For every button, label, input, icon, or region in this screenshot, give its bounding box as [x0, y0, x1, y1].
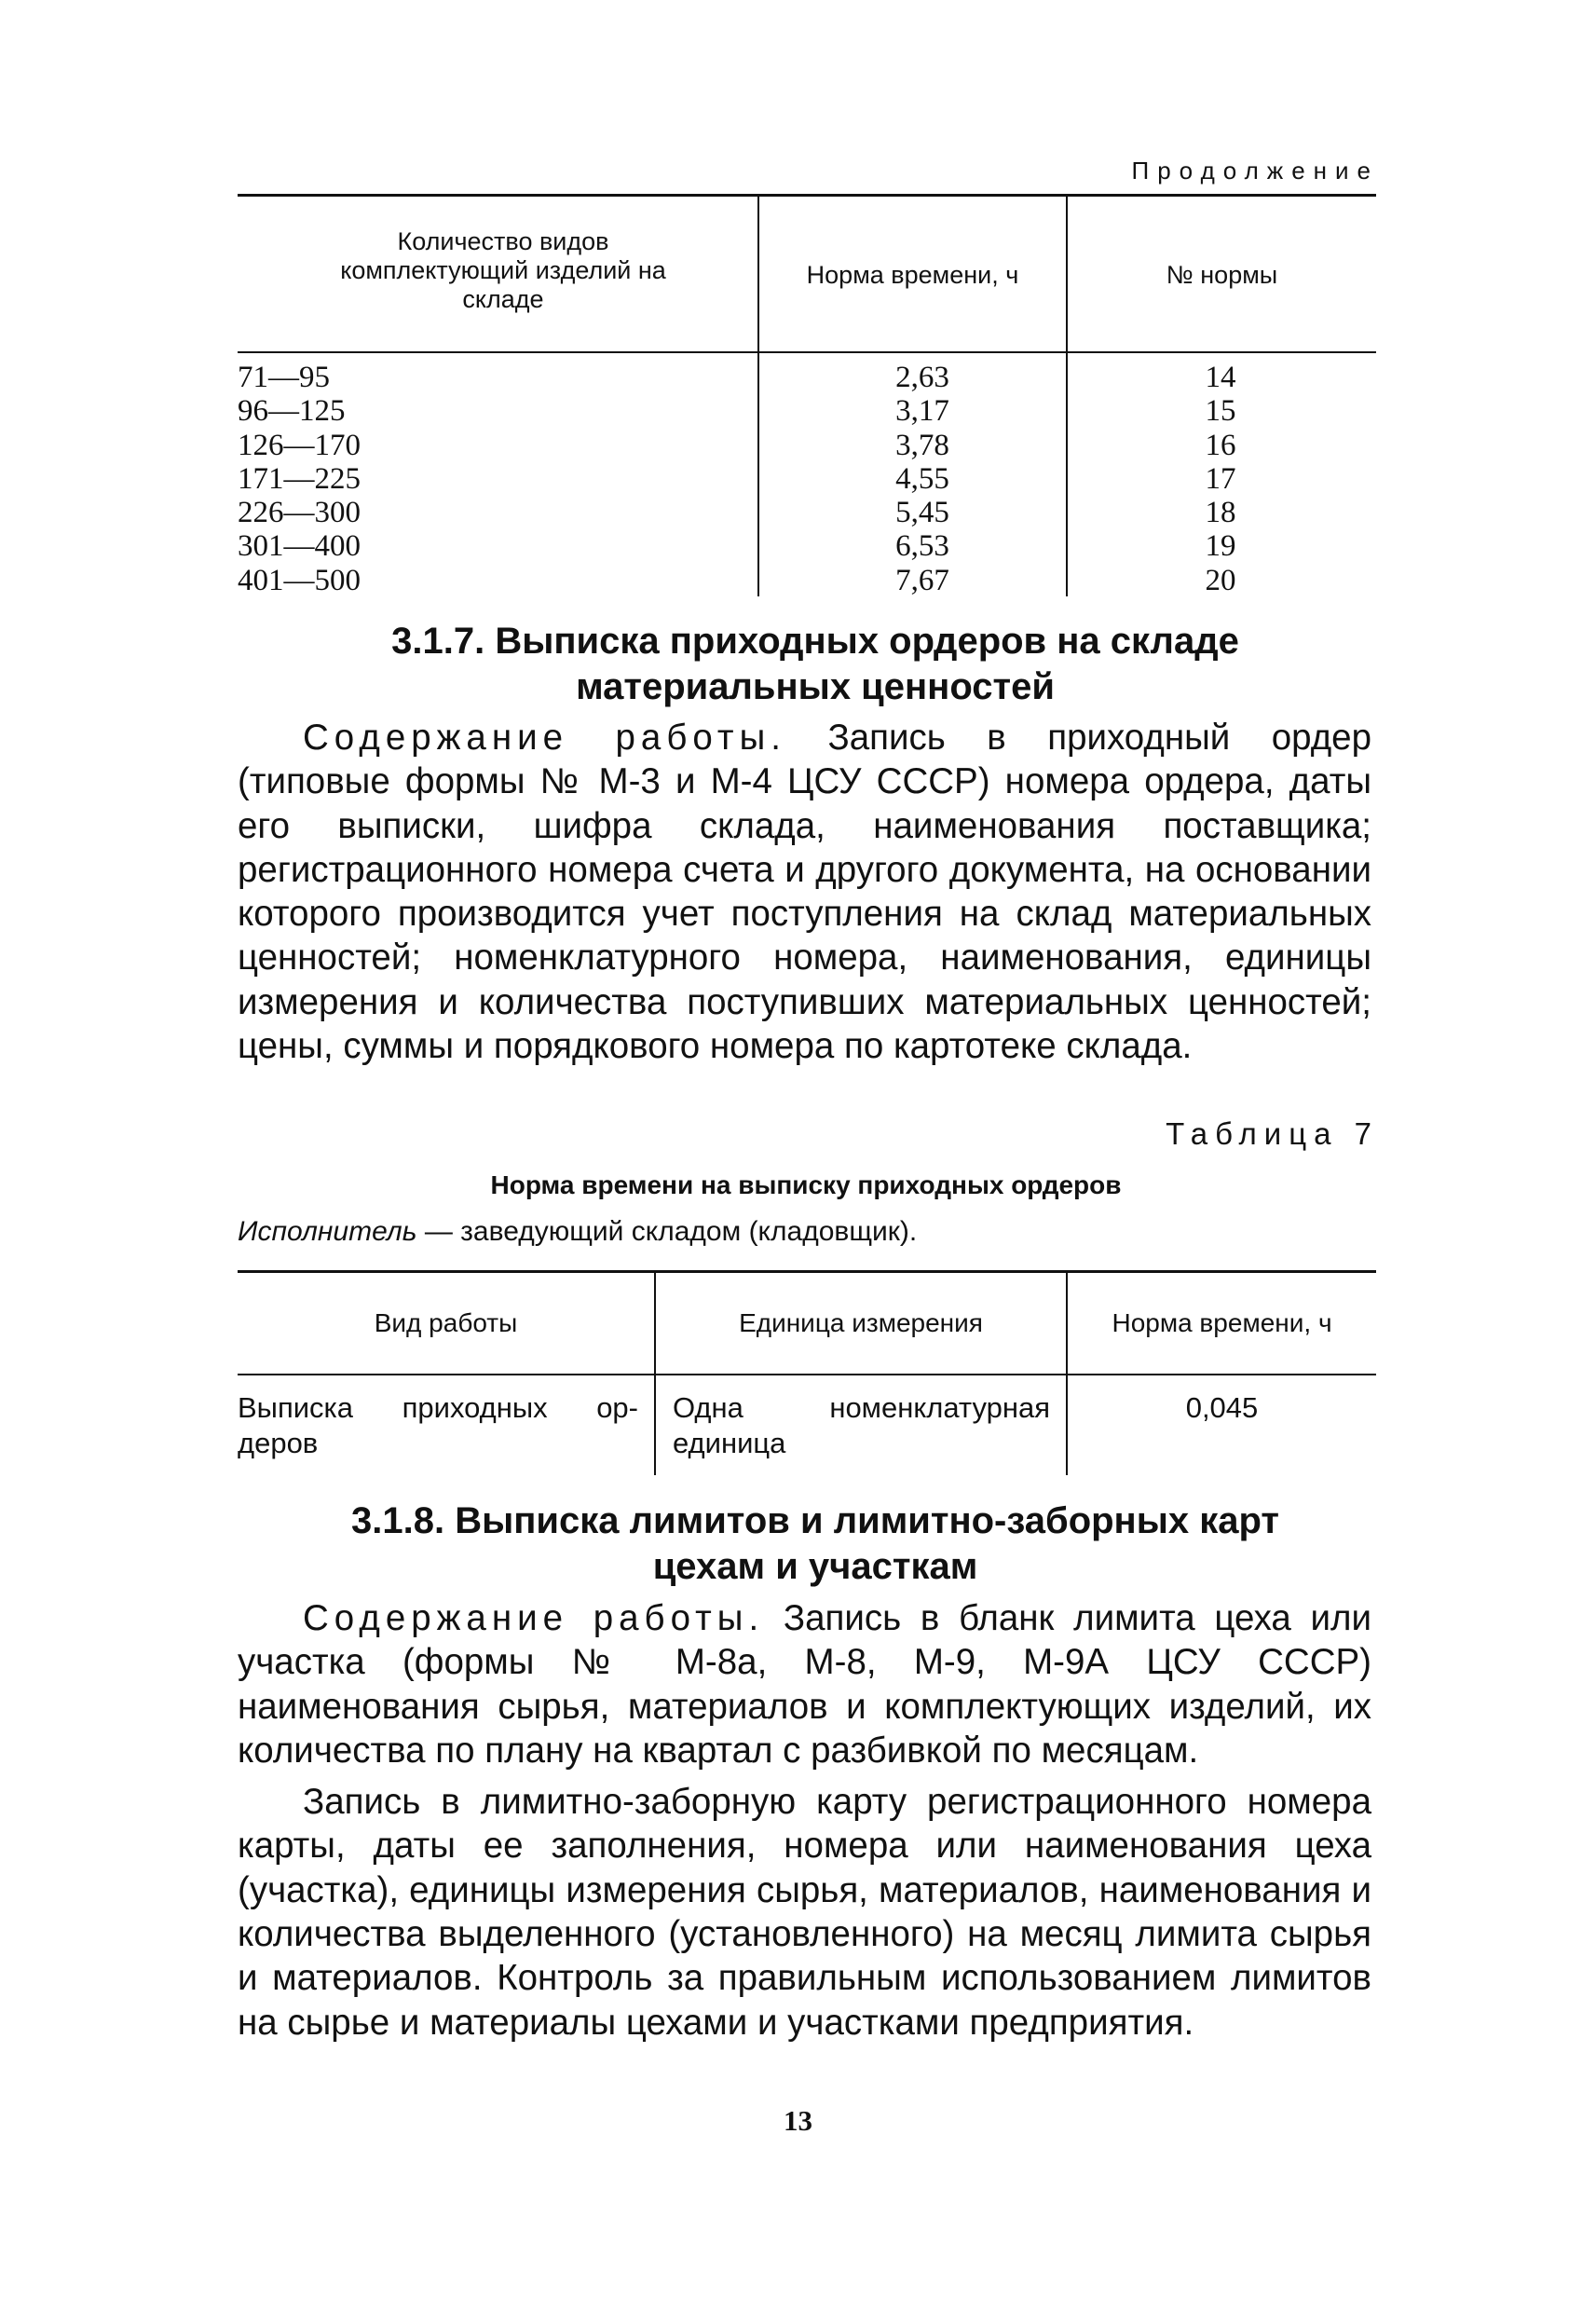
table-row-norm: 17 [1205, 461, 1236, 496]
table1-column-norms [1174, 361, 1267, 597]
table7-col-divider-1 [654, 1272, 656, 1475]
table-row-range: 401—500 [238, 563, 361, 597]
table-label: Таблица 7 [1166, 1116, 1379, 1151]
section-318-paragraph-2: Запись в лимитно-заборную карту регистрационного номера карты, даты ее заполнения, номера или наименования цеха (участка), единицы измерения сырья, материалов, наименования и количества выделенного (установленного) на месяц лимита сырья и материалов. Контроль за правильным использованием лимитов на сырье и материалы цехами и участками предприятия. [238, 1782, 1371, 2043]
table1-header-rule [238, 351, 1376, 353]
table1-header-norm-number: № нормы [1166, 261, 1278, 289]
section-317-title [238, 619, 1393, 710]
table7-cell-work [238, 1390, 638, 1461]
table-row-time: 3,78 [895, 428, 949, 462]
continuation-label: Продолжение [1131, 157, 1379, 185]
table7-header-time: Норма времени, ч [1112, 1308, 1332, 1337]
table-row-range: 96—125 [238, 394, 346, 429]
table1-col-divider-1 [757, 196, 759, 596]
performer-label: Исполнитель [238, 1216, 417, 1247]
section-318-paragraph-1 [238, 1596, 1371, 1772]
table1-column-times [857, 361, 988, 597]
paragraph-lead: Содержание работы. [303, 718, 786, 758]
table7-header-unit: Единица измерения [739, 1308, 983, 1337]
table7-cell-time: 0,045 [1185, 1391, 1259, 1424]
section-317-title-line1: 3.1.7. Выписка приходных ордеров на складе [391, 621, 1239, 662]
section-318-title [238, 1498, 1393, 1590]
paragraph-text: Запись в бланк лимита цеха или участка (формы № М-8а, М-8, М-9, М-9А ЦСУ СССР) наименования сырья, материалов и комплектующих изделий, их количества по плану на квартал с разбивкой по месяцам. [238, 1598, 1371, 1771]
table-row-time: 6,53 [895, 529, 949, 564]
table-row-time: 2,63 [895, 361, 949, 394]
table1-top-rule [238, 194, 1376, 197]
table7-cell-unit [673, 1390, 1050, 1461]
table-row-time: 7,67 [895, 563, 949, 597]
table7-header-work: Вид работы [374, 1308, 518, 1337]
table-row-norm: 16 [1205, 428, 1236, 462]
paragraph-text: Запись в приходный ордер (типовые формы № М-3 и М-4 ЦСУ СССР) номера ордера, даты его выписки, шифра склада, наименования поставщика; регистрационного номера счета и другого документа, на основании которого производится учет поступления на склад материальных ценностей; номенклатурного номера, наименования, единицы измерения и количества поступивших материальных ценностей; цены, суммы и порядкового номера по картотеке склада. [238, 718, 1371, 1067]
table-row-range: 71—95 [238, 361, 330, 394]
table-row-norm: 14 [1205, 361, 1236, 394]
section-318-title-line1: 3.1.8. Выписка лимитов и лимитно-заборных карт [351, 1500, 1279, 1541]
table7-col-divider-2 [1066, 1272, 1068, 1475]
table1-col-divider-2 [1066, 196, 1068, 596]
table-row-time: 5,45 [895, 496, 949, 530]
table-row-range: 171—225 [238, 461, 361, 496]
table-row-norm: 15 [1205, 394, 1236, 429]
table7-unit-line1: Одна номенклатурная [673, 1391, 1050, 1424]
page-number: 13 [784, 2104, 812, 2137]
section-318-body [238, 1596, 1371, 2045]
section-317-title-line2: материальных ценностей [576, 666, 1055, 707]
table-row-range: 126—170 [238, 428, 361, 462]
table7-work-line1: Выписка приходных ор- [238, 1391, 638, 1424]
table-title: Норма времени на выписку приходных ордеров [490, 1170, 1122, 1199]
performer-text: — заведующий складом (кладовщик). [424, 1216, 918, 1247]
table-row-range: 301—400 [238, 529, 361, 564]
table7-unit-line2: единица [673, 1427, 786, 1459]
table7-header-rule [238, 1374, 1376, 1375]
table-row-norm: 19 [1205, 529, 1236, 564]
table7-top-rule [238, 1270, 1376, 1273]
table-row-norm: 18 [1205, 496, 1236, 530]
table1-column-ranges [238, 361, 424, 597]
table-row-range: 226—300 [238, 496, 361, 530]
section-317-paragraph [238, 716, 1371, 1068]
section-318-title-line2: цехам и участкам [652, 1546, 978, 1587]
table1-header-quantity: Количество видов комплектующий изделий на складе [340, 227, 666, 314]
paragraph-lead: Содержание работы. [303, 1598, 765, 1638]
table-row-time: 4,55 [895, 461, 949, 496]
table7-work-line2: деров [238, 1427, 319, 1459]
table-row-norm: 20 [1205, 563, 1236, 597]
table1-header-time: Норма времени, ч [806, 261, 1019, 289]
performer-line [238, 1216, 917, 1248]
table-row-time: 3,17 [895, 394, 949, 429]
